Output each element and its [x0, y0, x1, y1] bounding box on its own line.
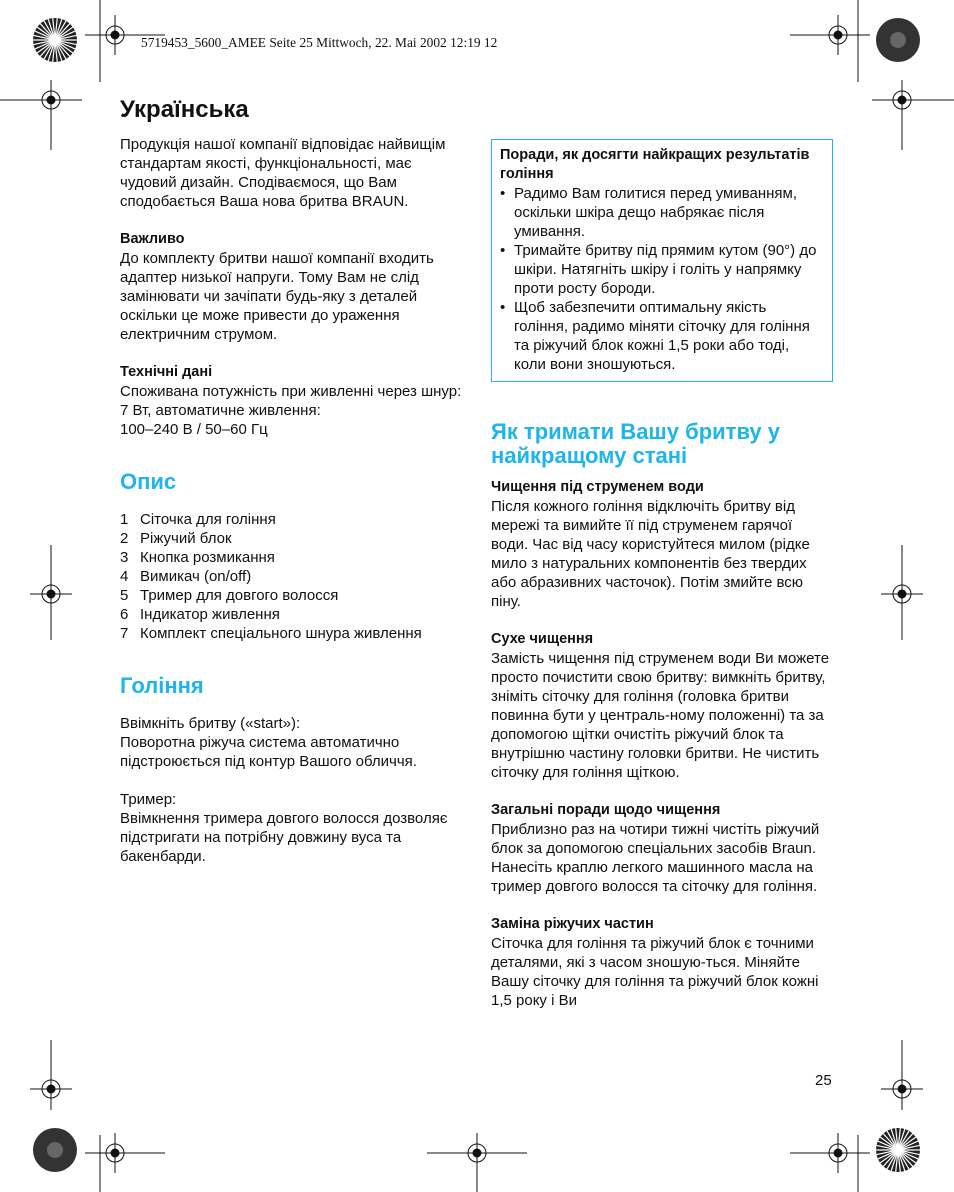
list-item-text: Комплект спеціального шнура живлення: [140, 625, 422, 642]
list-item-text: Вимикач (on/off): [140, 568, 252, 585]
tips-box: [491, 139, 833, 382]
list-item-number: 2: [120, 530, 129, 547]
list-item-number: 3: [120, 549, 129, 566]
registration-mark-icon: [30, 545, 72, 640]
list-item-text: Кнопка розмикання: [140, 549, 275, 566]
list-item: [120, 548, 465, 567]
shaving-text-1a: Ввімкніть бритву («start»):: [120, 715, 301, 732]
right-column: [491, 420, 831, 1010]
list-item: [120, 605, 465, 624]
list-item-text: Індикатор живлення: [140, 606, 280, 623]
parts-text: Сіточка для гоління та ріжучий блок є точними деталями, які з часом зношую-ться. Міняйте Вашу сіточку для гоління та ріжучий блок кожні 1,5 року і Ви: [491, 935, 819, 1009]
trimmer-label: Тример:: [120, 791, 177, 808]
specs-line-2: 100–240 В / 50–60 Гц: [120, 421, 268, 438]
tip-item: • Радимо Вам голитися перед умиванням, оскільки шкіра дещо набрякає після умивання.: [500, 184, 824, 241]
list-item-number: 5: [120, 587, 129, 604]
page-number: 25: [815, 1072, 832, 1089]
list-item: [120, 510, 465, 529]
left-column: [120, 135, 465, 866]
trimmer-text: Ввімкнення тримера довгого волосся дозволяє підстригати на потрібну довжину вуса та бакенбарди.: [120, 810, 448, 865]
parts-heading: Заміна ріжучих частин: [491, 916, 654, 932]
registration-mark-icon: [872, 80, 954, 150]
description-heading: Опис: [120, 469, 177, 494]
list-item: [120, 624, 465, 643]
registration-mark-icon: [30, 1040, 72, 1110]
tip-item: • Щоб забезпечити оптимальну якість гоління, радимо міняти сіточку для гоління та ріжучий блок кожні 1,5 роки або тоді, коли вони зношуються.: [500, 298, 824, 374]
list-item: [120, 529, 465, 548]
water-heading: Чищення під струменем води: [491, 479, 704, 495]
list-item-text: Сіточка для гоління: [140, 511, 276, 528]
registration-mark-icon: [427, 1133, 527, 1192]
page-title: Українська: [120, 96, 249, 123]
water-text: Після кожного гоління відключіть бритву від мережі та вимийте її під струменем гарячої води. Час від часу користуйтеся милом (рідке мило з натуральних компонентів без твердих або абразивних часточок). Потім змийте всю піну.: [491, 498, 810, 610]
registration-mark-icon: [85, 1133, 165, 1192]
dry-text: Замість чищення під струменем води Ви можете просто почистити свою бритву: вимкніть бритву, зніміть сіточку для гоління (головка бритви повинна бути у централь-ному положенні) та за допомогою щітки очистіть ріжучий блок та внутрішню частину головки бритви. Не чистить сіточку для гоління щіткою.: [491, 650, 830, 781]
starburst-mark-icon: [33, 18, 77, 62]
starburst-mark-icon: [33, 1128, 77, 1172]
intro-paragraph: Продукція нашої компанії відповідає найвищім стандартам якості, функціональності, має чудовий дизайн. Сподіваємося, що Вам сподобається Ваша нова бритва BRAUN.: [120, 136, 446, 210]
dry-heading: Сухе чищення: [491, 631, 594, 647]
registration-mark-icon: [0, 80, 82, 150]
starburst-mark-icon: [876, 1128, 920, 1172]
list-item-text: Ріжучий блок: [140, 530, 232, 547]
registration-mark-icon: [881, 1040, 923, 1110]
specs-line-1: Споживана потужність при живленні через шнур: 7 Вт, автоматичне живлення:: [120, 383, 462, 419]
list-item-number: 4: [120, 568, 129, 585]
tips-heading: Поради, як досягти найкращих результатів гоління: [500, 147, 810, 182]
registration-mark-icon: [881, 545, 923, 640]
registration-mark-icon: [790, 1133, 870, 1192]
registration-mark-icon: [790, 0, 870, 82]
list-item-number: 7: [120, 625, 129, 642]
print-slug: 5719453_5600_AMEE Seite 25 Mittwoch, 22. Mai 2002 12:19 12: [141, 35, 498, 50]
important-heading: Важливо: [120, 231, 185, 247]
general-text-2: Нанесіть краплю легкого машинного масла на тример довгого волосся та сіточку для гоління.: [491, 859, 818, 895]
shaving-heading: Гоління: [120, 673, 204, 698]
tips-list: [500, 184, 824, 374]
general-text-1: Приблизно раз на чотири тижні чистіть ріжучий блок за допомогою спеціальних засобів Braun.: [491, 821, 820, 857]
shaving-text-1b: Поворотна ріжуча система автоматично підстроюється під контур Вашого обличчя.: [120, 734, 417, 770]
list-item: [120, 586, 465, 605]
parts-list: [120, 510, 465, 643]
tip-item: • Тримайте бритву під прямим кутом (90°) до шкіри. Натягніть шкіру і голіть у напрямку проти росту бороди.: [500, 241, 824, 298]
care-heading: Як тримати Вашу бритву у найкращому стані: [491, 419, 780, 468]
list-item-number: 6: [120, 606, 129, 623]
specs-heading: Технічні дані: [120, 364, 213, 380]
list-item-text: Тример для довгого волосся: [140, 587, 339, 604]
starburst-mark-icon: [876, 18, 920, 62]
list-item: [120, 567, 465, 586]
important-text: До комплекту бритви нашої компанії входить адаптер низької напруги. Тому Вам не слід замінювати чи зачіпати будь-яку з деталей оскільки це може привести до ураження електричним струмом.: [120, 250, 434, 343]
general-heading: Загальні поради щодо чищення: [491, 802, 721, 818]
list-item-number: 1: [120, 511, 129, 528]
